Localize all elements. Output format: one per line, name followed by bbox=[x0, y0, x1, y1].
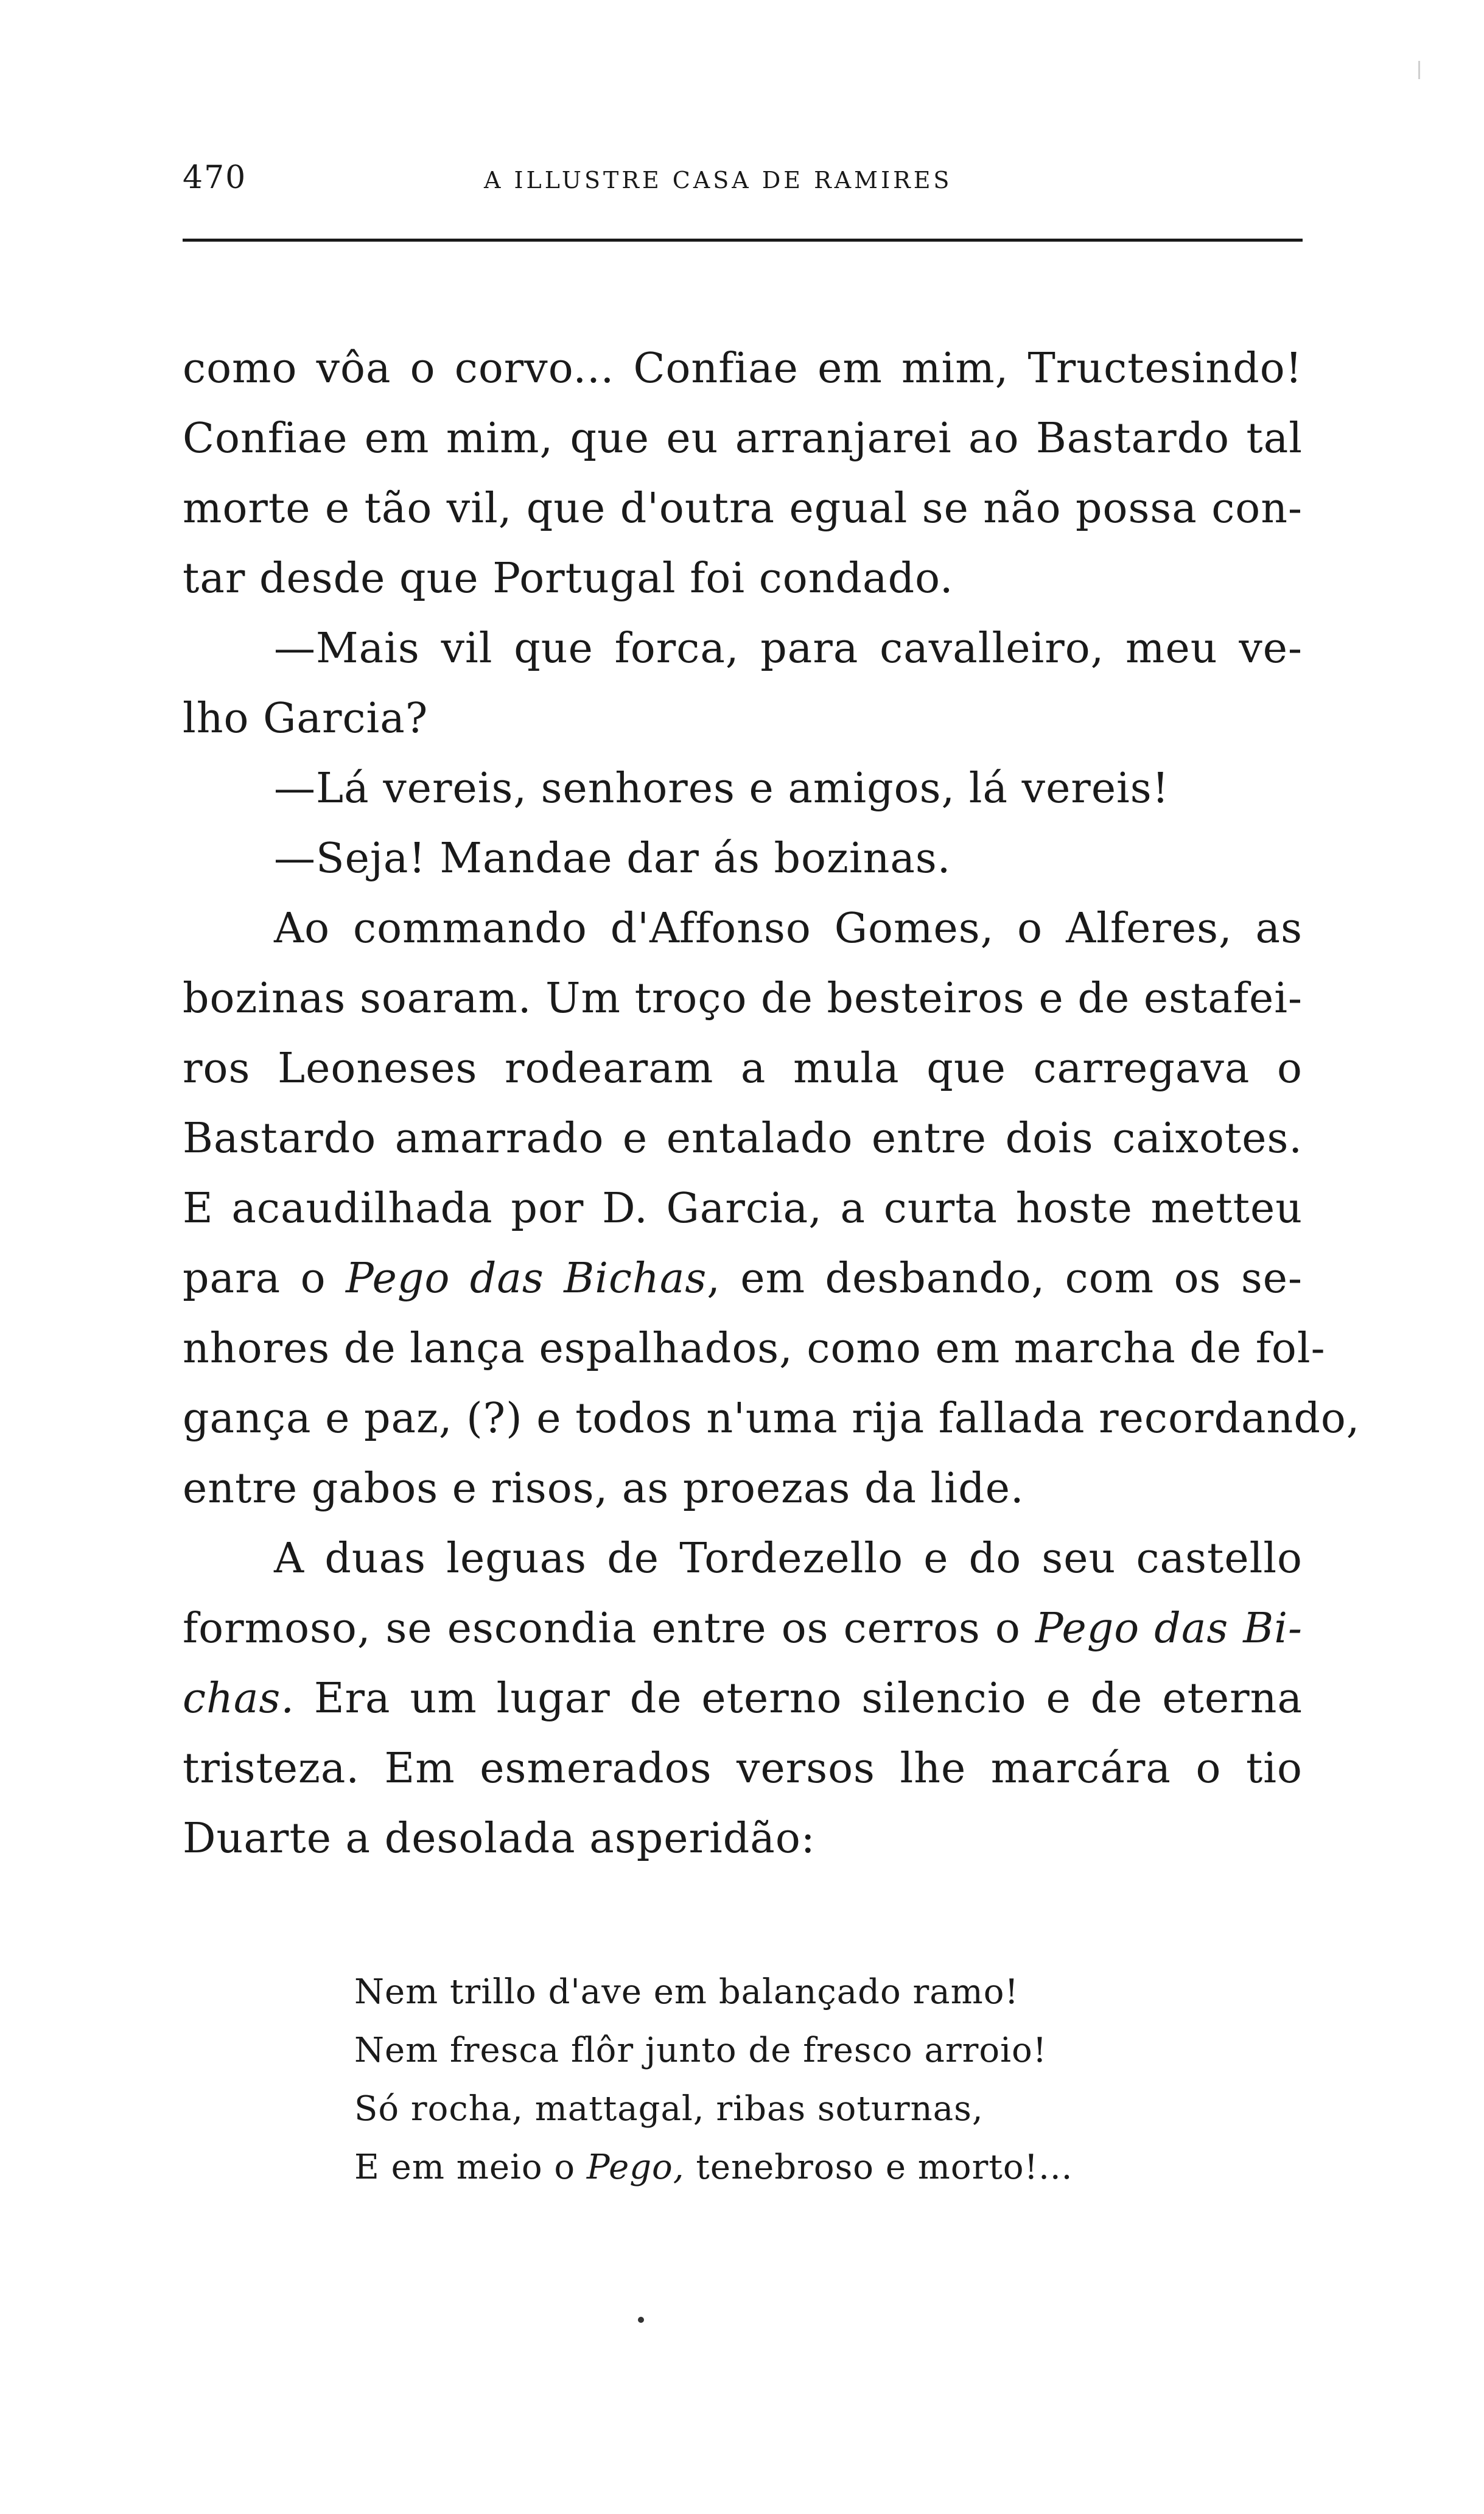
verse-quotation bbox=[354, 1963, 1146, 2197]
text-line: lho Garcia? bbox=[183, 695, 429, 743]
text-segment: para o bbox=[183, 1255, 346, 1303]
text-segment: Era um lugar de eterno silencio e de eterna bbox=[294, 1675, 1303, 1723]
scan-margin-mark bbox=[1418, 61, 1420, 79]
text-line: entre gabos e risos, as proezas da lide. bbox=[183, 1465, 1024, 1513]
text-line bbox=[183, 1664, 1303, 1734]
text-line: Duarte a desolada asperidão: bbox=[183, 1815, 816, 1863]
verse-line bbox=[354, 2138, 1146, 2197]
text-line: ros Leoneses rodearam a mula que carregava o bbox=[183, 1045, 1303, 1093]
page-number: 470 bbox=[183, 159, 247, 196]
text-line: como vôa o corvo... Confiae em mim, Tructesindo! bbox=[183, 345, 1303, 393]
paragraph-start-line: A duas leguas de Tordezello e do seu castello bbox=[274, 1535, 1303, 1583]
place-name-italic: Pego das Bi- bbox=[1035, 1605, 1303, 1653]
text-line: Confiae em mim, que eu arranjarei ao Bastardo tal bbox=[183, 415, 1303, 463]
place-name-italic: Pego das Bichas bbox=[345, 1255, 707, 1303]
text-line: tar desde que Portugal foi condado. bbox=[183, 555, 954, 603]
text-line: tristeza. Em esmerados versos lhe marcára o tio bbox=[183, 1745, 1303, 1793]
verse-line: Nem trillo d'ave em balançado ramo! bbox=[354, 1972, 1019, 2012]
header-rule bbox=[183, 239, 1303, 242]
ink-speck bbox=[638, 2317, 644, 2323]
text-segment: , em desbando, com os se- bbox=[707, 1255, 1303, 1303]
text-line: E acaudilhada por D. Garcia, a curta hoste metteu bbox=[183, 1185, 1303, 1233]
text-line bbox=[183, 1244, 1303, 1314]
dialogue-line: —Lá vereis, senhores e amigos, lá vereis! bbox=[274, 765, 1170, 813]
dialogue-line: —Seja! Mandae dar ás bozinas. bbox=[274, 835, 951, 883]
text-segment: tenebroso e morto!... bbox=[684, 2148, 1073, 2187]
paragraph-start-line: Ao commando d'Affonso Gomes, o Alferes, as bbox=[274, 905, 1303, 953]
dialogue-line: —Mais vil que forca, para cavalleiro, meu ve- bbox=[274, 625, 1303, 673]
text-line: nhores de lança espalhados, como em marcha de fol- bbox=[183, 1325, 1326, 1373]
text-line bbox=[183, 1594, 1303, 1664]
place-name-italic: Pego, bbox=[586, 2148, 685, 2187]
place-name-italic: chas. bbox=[183, 1675, 295, 1723]
verse-line: Nem fresca flôr junto de fresco arroio! bbox=[354, 2031, 1048, 2070]
running-title: A ILLUSTRE CASA DE RAMIRES bbox=[484, 167, 953, 194]
verse-line: Só rocha, mattagal, ribas soturnas, bbox=[354, 2089, 984, 2129]
body-text bbox=[183, 334, 1360, 1874]
text-line: Bastardo amarrado e entalado entre dois caixotes. bbox=[183, 1115, 1303, 1163]
text-segment: E em meio o bbox=[354, 2148, 587, 2187]
text-line: gança e paz, (?) e todos n'uma rija fallada recordando, bbox=[183, 1395, 1360, 1443]
text-line: morte e tão vil, que d'outra egual se não possa con- bbox=[183, 485, 1303, 533]
page-header bbox=[183, 159, 1303, 208]
text-line: bozinas soaram. Um troço de besteiros e de estafei- bbox=[183, 975, 1303, 1023]
text-segment: formoso, se escondia entre os cerros o bbox=[183, 1605, 1035, 1653]
